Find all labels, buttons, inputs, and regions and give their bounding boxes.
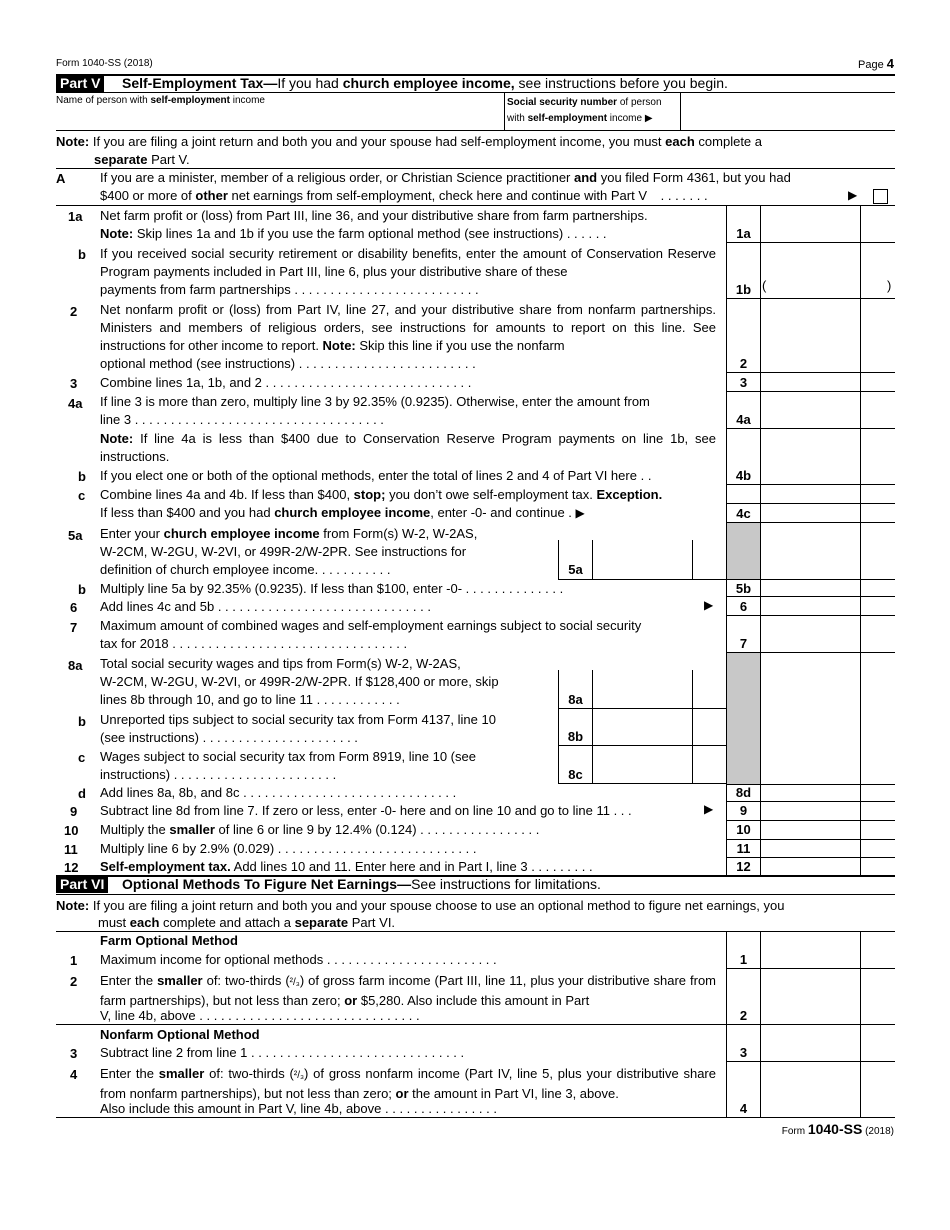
line2-text: Net nonfarm profit or (loss) from Part IV, line 27, and your distributive share from nonfarm partnerships. Ministers and members of religious orders, see instructions for amounts to report on this line. See instructions for other income to report. Note: Skip this line if you use the nonfarm [100, 302, 716, 353]
lineA-checkbox[interactable] [873, 189, 888, 204]
line2-text-2: optional method (see instructions) . . . . . . . . . . . . . . . . . . . . . . . . . [100, 356, 476, 371]
line4a-note: Note: If line 4a is less than $400 due to Conservation Reserve Program payments on line 1b, see instructions. [100, 431, 716, 464]
shaded-block-5a [727, 523, 760, 579]
line4c-text: Combine lines 4a and 4b. If less than $400, stop; you don’t owe self-employment tax. Exception. If less than $400 and you had church employee income, enter -0- and continue . ▶ [100, 487, 663, 520]
line8a-text: Total social security wages and tips from Form(s) W-2, W-2AS, W-2CM, W-2GU, W-2VI, or 499R-2/W-2PR. If $128,400 or more, skip lines 8b through 10, and go to line 11 . . . . . . . . . . . . [100, 656, 499, 707]
p6-col-label-4: 4 [739, 1101, 748, 1116]
line12-text: Self-employment tax. Add lines 10 and 11. Enter here and in Part I, line 3 . . . . . . . . . [100, 859, 593, 874]
nonfarm-optional-heading: Nonfarm Optional Method [100, 1027, 260, 1042]
line4c-number: c [78, 488, 86, 503]
col-label-8c: 8c [568, 767, 583, 782]
col-label-3: 3 [739, 375, 748, 390]
p6-line2-text-2: V, line 4b, above . . . . . . . . . . . . . . . . . . . . . . . . . . . . . . . [100, 1008, 420, 1023]
line3-text: Combine lines 1a, 1b, and 2 . . . . . . . . . . . . . . . . . . . . . . . . . . . . . [100, 375, 472, 390]
line10-text: Multiply the smaller of line 6 or line 9 by 12.4% (0.124) . . . . . . . . . . . . . . . . . [100, 822, 540, 837]
line7-number: 7 [70, 620, 78, 635]
arrow-icon: ▶ [704, 802, 714, 816]
line9-text: Subtract line 8d from line 7. If zero or less, enter -0- here and on line 10 and go to line 11 . . . [100, 803, 632, 818]
line7-amount[interactable] [762, 617, 858, 651]
line12-number: 12 [64, 860, 79, 875]
line1b-number: b [78, 247, 86, 262]
line4c-amount[interactable] [762, 505, 858, 521]
line5b-amount[interactable] [762, 581, 858, 595]
part6-note: Note: If you are filing a joint return and both you and your spouse choose to use an optional method to figure net earnings, you [56, 898, 785, 913]
page-number-value: 4 [886, 56, 894, 71]
ssn-field[interactable] [682, 94, 892, 128]
line9-number: 9 [70, 804, 78, 819]
col-label-4a: 4a [736, 412, 751, 427]
line8b-amount[interactable] [594, 710, 690, 743]
col-label-4c: 4c [736, 506, 751, 521]
line6-text: Add lines 4c and 5b . . . . . . . . . . . . . . . . . . . . . . . . . . . . . . [100, 599, 431, 614]
col-label-9: 9 [739, 803, 748, 818]
line8d-number: d [78, 786, 86, 801]
line4a-text: If line 3 is more than zero, multiply line 3 by 92.35% (0.9235). Otherwise, enter the amount from line 3 . . . . . . . . . . . . . . . . . . . . . . . . . . . . . . . . . . . [100, 394, 650, 427]
ssn-field-label: Social security number of person with self-employment income ▶ [507, 97, 662, 124]
line9-amount[interactable] [762, 803, 858, 819]
p6-line1-amount[interactable] [762, 933, 858, 966]
line4a-number: 4a [68, 396, 83, 411]
p6-line4-number: 4 [70, 1067, 78, 1082]
line1b-paren-close: ) [887, 278, 892, 293]
line11-amount[interactable] [762, 841, 858, 856]
shaded-block-8 [727, 653, 760, 784]
line3-number: 3 [70, 376, 78, 391]
part6-label: Part VI [56, 876, 108, 893]
part5-title-church: church employee income, [342, 75, 515, 91]
p6-line3-amount[interactable] [762, 1026, 858, 1059]
line1b-amount[interactable] [768, 262, 856, 296]
arrow-icon: ▶ [704, 598, 714, 612]
line8b-number: b [78, 714, 86, 729]
line1b-paren-open: ( [762, 278, 767, 293]
col-label-11: 11 [736, 841, 751, 856]
p6-line2-amount[interactable] [762, 970, 858, 1022]
line4b-amount[interactable] [762, 486, 858, 502]
line6-amount[interactable] [762, 598, 858, 614]
col-label-10: 10 [736, 822, 751, 837]
line1a-number: 1a [68, 209, 83, 224]
p6-line4-text: Enter the smaller of: two-thirds (²/₃) of gross nonfarm income (Part IV, line 5, plus your distributive share from nonfarm partnerships), but not less than zero; or the amount in Part VI, line 3, above. [100, 1066, 716, 1101]
line8c-amount[interactable] [594, 747, 690, 781]
line8a-amount[interactable] [594, 672, 690, 706]
col-label-8d: 8d [735, 785, 752, 800]
line4b-text: If you elect one or both of the optional methods, enter the total of lines 2 and 4 of Part VI here . . [100, 468, 652, 483]
page-number [858, 56, 894, 71]
line8b-text: Unreported tips subject to social security tax from Form 4137, line 10 (see instructions) . . . . . . . . . . . . . . . . . . . . . . [100, 712, 496, 745]
line2-number: 2 [70, 304, 78, 319]
line1a-text: Net farm profit or (loss) from Part III, line 36, and your distributive share from farm partnerships. Note: Skip lines 1a and 1b if you use the farm optional method (see instructions) . . . . . . [100, 208, 648, 241]
arrow-icon: ▶ [575, 506, 585, 520]
col-label-2: 2 [739, 356, 748, 371]
col-label-5a: 5a [568, 562, 583, 577]
line8a-number: 8a [68, 658, 83, 673]
col-label-12: 12 [736, 859, 751, 874]
line5a-amount[interactable] [594, 542, 690, 577]
p6-line1-text: Maximum income for optional methods . . . . . . . . . . . . . . . . . . . . . . . . [100, 952, 497, 967]
p6-line4-text-2: Also include this amount in Part V, line 4b, above . . . . . . . . . . . . . . . . [100, 1101, 497, 1116]
name-field[interactable] [56, 108, 500, 128]
col-label-5b: 5b [735, 581, 752, 596]
col-label-4b: 4b [735, 468, 752, 483]
p6-line2-text: Enter the smaller of: two-thirds (²/₃) of gross farm income (Part III, line 11, plus your distributive share from farm partnerships), but not less than zero; or $5,280. Also include this amount in Part [100, 973, 717, 1008]
col-label-1b: 1b [735, 282, 752, 297]
line3-amount[interactable] [762, 374, 858, 390]
farm-optional-heading: Farm Optional Method [100, 933, 238, 948]
line8c-number: c [78, 750, 86, 765]
line11-number: 11 [64, 842, 78, 857]
p6-line1-number: 1 [70, 953, 78, 968]
line8c-text: Wages subject to social security tax from Form 8919, line 10 (see [100, 749, 476, 764]
line8c-text-2: instructions) . . . . . . . . . . . . . . . . . . . . . . . [100, 767, 337, 782]
line4b-number: b [78, 469, 86, 484]
page-label: Page [858, 59, 884, 71]
col-label-1a: 1a [736, 226, 751, 241]
part5-note: Note: If you are filing a joint return and both you and your spouse had self-employment income, you must each complete a separate Part V. [56, 134, 762, 167]
arrow-icon: ▶ [848, 188, 858, 202]
line10-amount[interactable] [762, 822, 858, 838]
line5b-number: b [78, 582, 86, 597]
line5a-text: Enter your church employee income from Form(s) W-2, W-2AS, W-2CM, W-2GU, W-2VI, or 499R-2/W-2PR. See instructions for definition of church employee income. . . . . . . . . . . [100, 526, 478, 577]
part5-title-bold: Self-Employment Tax— [122, 75, 278, 91]
lineA-number: A [56, 171, 66, 186]
line10-number: 10 [64, 823, 79, 838]
part5-title-text-2: see instructions before you begin. [514, 75, 728, 91]
line1a-amount[interactable] [762, 208, 858, 240]
part5-title [122, 75, 728, 92]
part6-title: Optional Methods To Figure Net Earnings—See instructions for limitations. [122, 876, 601, 892]
p6-line3-number: 3 [70, 1046, 78, 1061]
line5b-text: Multiply line 5a by 92.35% (0.9235). If less than $100, enter -0- . . . . . . . . . . . . . . [100, 581, 564, 596]
part5-label: Part V [56, 75, 104, 92]
p6-line4-amount[interactable] [762, 1063, 858, 1115]
col-label-7: 7 [739, 636, 748, 651]
line2-amount[interactable] [762, 300, 858, 370]
line8d-amount[interactable] [762, 786, 858, 800]
p6-col-label-3: 3 [739, 1045, 748, 1060]
line5a-number: 5a [68, 528, 83, 543]
col-label-8b: 8b [567, 729, 584, 744]
col-label-8a: 8a [568, 692, 583, 707]
p6-line3-text: Subtract line 2 from line 1 . . . . . . . . . . . . . . . . . . . . . . . . . . . . . . [100, 1045, 465, 1060]
p6-col-label-2: 2 [739, 1008, 748, 1023]
line1b-text-2: payments from farm partnerships . . . . . . . . . . . . . . . . . . . . . . . . . . [100, 282, 479, 297]
form-id: Form 1040-SS (2018) [56, 58, 153, 69]
line11-text: Multiply line 6 by 2.9% (0.029) . . . . . . . . . . . . . . . . . . . . . . . . . . . . [100, 841, 477, 856]
line7-text: Maximum amount of combined wages and self-employment earnings subject to social security tax for 2018 . . . . . . . . . . . . . . . . . . . . . . . . . . . . . . . . . [100, 618, 642, 651]
name-field-label: Name of person with self-employment income [56, 95, 265, 106]
line8d-text: Add lines 8a, 8b, and 8c . . . . . . . . . . . . . . . . . . . . . . . . . . . . . . [100, 785, 457, 800]
footer-form-id: Form 1040-SS (2018) [781, 1121, 894, 1137]
line12-amount[interactable] [762, 859, 858, 874]
p6-line2-number: 2 [70, 974, 78, 989]
p6-col-label-1: 1 [739, 952, 748, 967]
line4a-amount[interactable] [762, 393, 858, 426]
col-label-6: 6 [739, 599, 748, 614]
lineA-text: If you are a minister, member of a religious order, or Christian Science practitioner and you filed Form 4361, but you had $400 or more of other net earnings from self-employment, check here and continue with Part V . . . . . . . [100, 170, 791, 203]
part5-title-text: If you had [277, 75, 343, 91]
part6-note-2: must each complete and attach a separate Part VI. [98, 915, 396, 930]
line6-number: 6 [70, 600, 78, 615]
line1b-text: If you received social security retirement or disability benefits, enter the amount of Conservation Reserve Program payments included in Part III, line 6, plus your distributive share of these [100, 246, 716, 279]
